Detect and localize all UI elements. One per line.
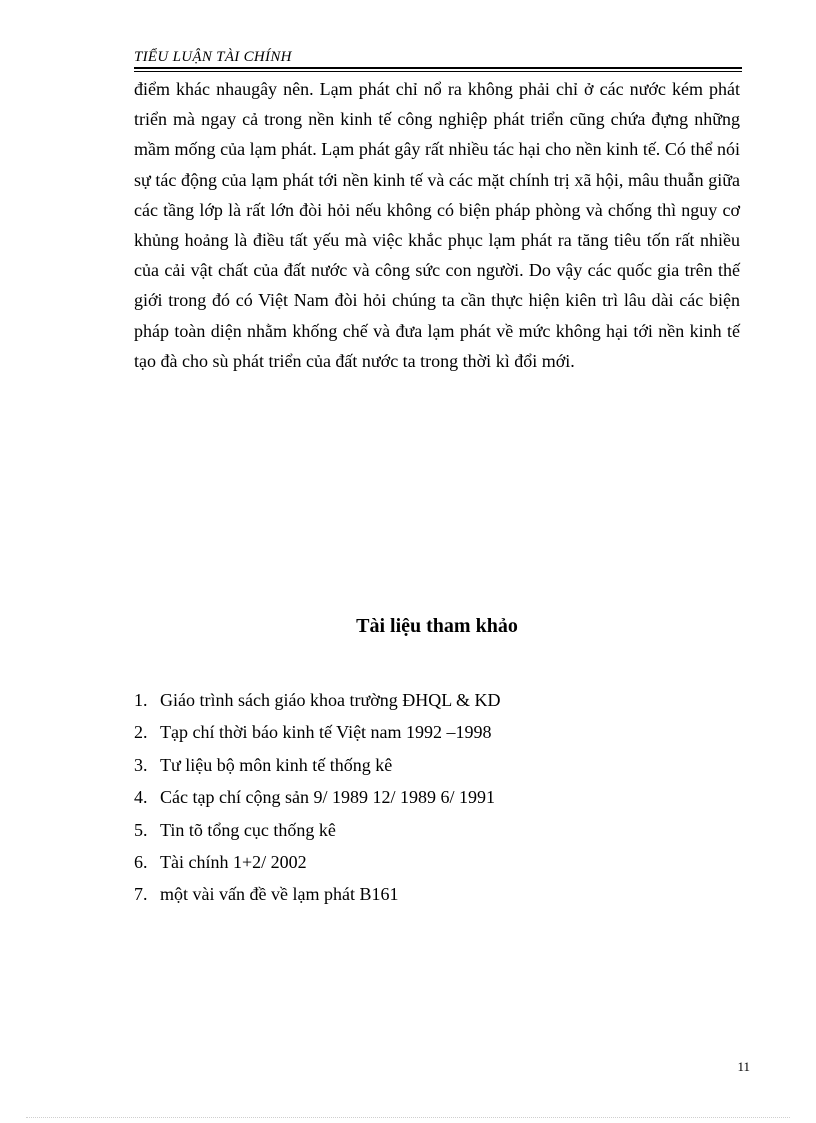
references-title: Tài liệu tham khảo (356, 615, 518, 637)
reference-item (134, 749, 740, 781)
header-title: TIỂU LUẬN TÀI CHÍNH (134, 49, 292, 65)
reference-text: Các tạp chí cộng sản 9/ 1989 12/ 1989 6/ 1991 (160, 787, 495, 808)
reference-text: Tạp chí thời báo kinh tế Việt nam 1992 –1998 (160, 722, 492, 743)
reference-number: 5. (134, 819, 148, 840)
reference-text: Tài chính 1+2/ 2002 (160, 852, 307, 873)
reference-text: một vài vấn đề về lạm phát B161 (160, 884, 399, 905)
reference-text: Tin tõ tổng cục thống kê (160, 819, 336, 840)
references-list (134, 684, 740, 911)
reference-number: 6. (134, 852, 148, 873)
reference-item (134, 684, 740, 716)
reference-item (134, 716, 740, 748)
reference-number: 3. (134, 754, 148, 775)
reference-item (134, 781, 740, 813)
page-header (134, 48, 742, 66)
reference-item (134, 878, 740, 910)
reference-number: 2. (134, 722, 148, 743)
reference-number: 1. (134, 690, 148, 710)
reference-text: Giáo trình sách giáo khoa trường ĐHQL & KD (160, 690, 501, 710)
page-number: 11 (737, 1059, 750, 1074)
header-rule-thick (134, 67, 742, 69)
body-paragraph: điểm khác nhaugây nên. Lạm phát chỉ nổ ra không phải chỉ ở các nước kém phát triển mà ngay cả trong nền kinh tế công nghiệp phát triển cũng chứa đựng những mầm mống của lạm phát. Lạm phát gây rất nhiều tác hại cho nền kinh tế. Có thể nói sự tác động của lạm phát tới nền kinh tế và các mặt chính trị xã hội, mâu thuẫn giữa các tầng lớp là rất lớn đòi hỏi nếu không có biện pháp phòng và chống thì nguy cơ khủng hoảng là điều tất yếu mà việc khắc phục lạm phát ra tăng tiêu tốn rất nhiều của cải vật chất của đất nước và công sức con người. Do vậy các quốc gia trên thế giới trong đó có Việt Nam đòi hỏi chúng ta cần thực hiện kiên trì lâu dài các biện pháp toàn diện nhằm khống chế và đưa lạm phát về mức không hại tới nền kinh tế tạo đà cho sù phát triển của đất nước ta trong thời kì đổi mới. (134, 79, 740, 371)
page-bottom-dotted-border (26, 1117, 790, 1118)
header-rule-thin (134, 71, 742, 72)
reference-number: 4. (134, 787, 148, 808)
reference-number: 7. (134, 884, 148, 905)
reference-item (134, 846, 740, 878)
reference-text: Tư liệu bộ môn kinh tế thống kê (160, 754, 393, 775)
reference-item (134, 814, 740, 846)
